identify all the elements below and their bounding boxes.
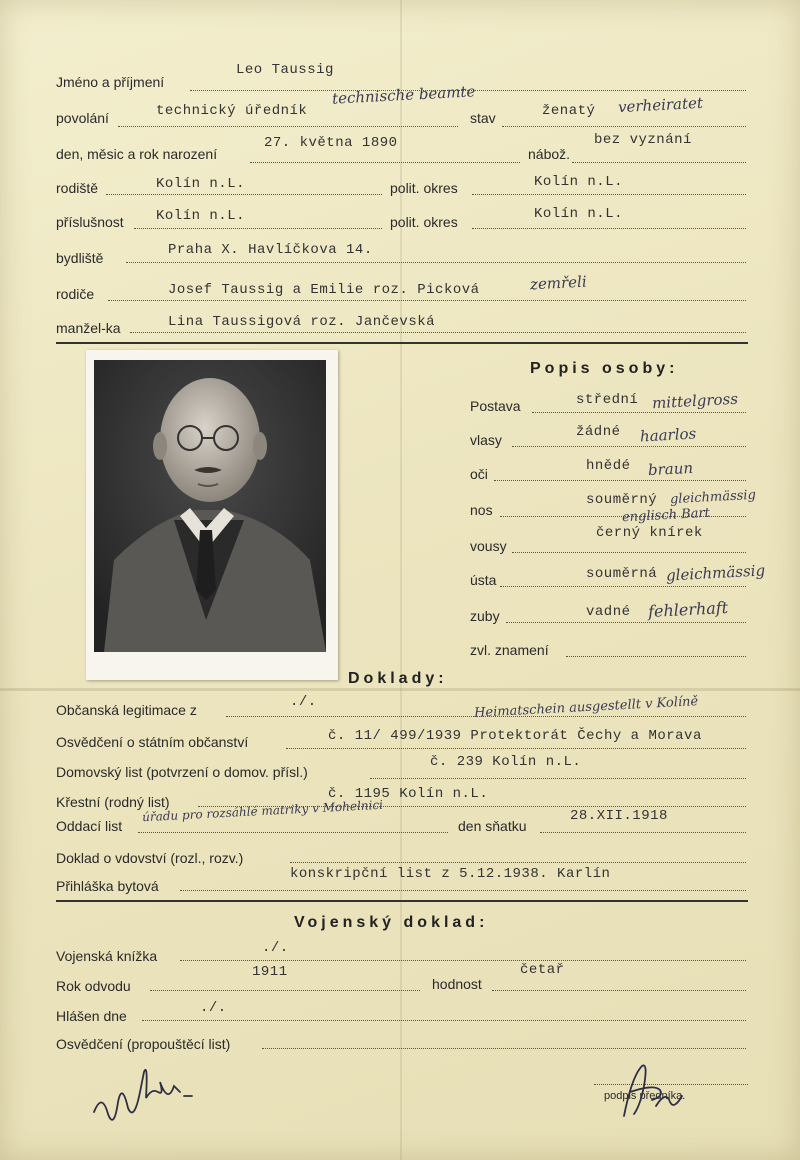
parents-handwritten: zemřeli	[529, 272, 588, 294]
parents-label: rodiče	[56, 286, 95, 302]
mouth-label: ústa	[470, 572, 497, 588]
military-book-line	[180, 960, 746, 961]
name-label: Jméno a příjmení	[56, 74, 165, 90]
birthplace-value: Kolín n.L.	[156, 176, 246, 192]
nose-handwritten: gleichmässig	[669, 487, 757, 508]
citizenship-cert-value: č. 11/ 499/1939 Protektorát Čechy a Morava	[328, 728, 702, 744]
district1-value: Kolín n.L.	[534, 174, 624, 190]
domicile-label: Domovský list (potvrzení o domov. přísl.)	[56, 764, 308, 780]
citizenship-cert-label: Osvědčení o státním občanství	[56, 734, 249, 750]
status-handwritten: verheiratet	[617, 93, 704, 117]
beard-handwritten: englisch Bart	[621, 505, 711, 526]
mouth-line	[500, 586, 746, 587]
hair-handwritten: haarlos	[639, 424, 697, 446]
status-label: stav	[470, 110, 496, 126]
marriage-handwritten: úřadu pro rozsáhlé matriky v Mohelnici	[141, 797, 384, 825]
district2-line	[472, 228, 746, 229]
marks-label: zvl. znamení	[470, 642, 549, 658]
citizenship-line	[134, 228, 382, 229]
height-value: střední	[576, 392, 639, 408]
baptism-label: Křestní (rodný list)	[56, 794, 170, 810]
hair-value: žádné	[576, 424, 621, 440]
widow-line	[290, 862, 746, 863]
height-label: Postava	[470, 398, 521, 414]
occupation-handwritten: technische beamte	[331, 82, 476, 108]
occupation-line	[118, 126, 458, 127]
rank-label: hodnost	[432, 976, 482, 992]
district2-label: polit. okres	[390, 214, 458, 230]
housing-value: konskripční list z 5.12.1938. Karlín	[290, 866, 611, 882]
military-heading: Vojenský doklad:	[294, 914, 489, 931]
religion-line	[572, 162, 746, 163]
reported-value: ./.	[200, 1000, 227, 1016]
nose-value: souměrný	[586, 492, 658, 508]
signature-left	[88, 1052, 208, 1132]
district1-line	[472, 194, 746, 195]
rank-line	[492, 990, 746, 991]
domicile-line	[370, 778, 746, 779]
marriage-date-line	[540, 832, 746, 833]
spouse-value: Lina Taussigová roz. Jančevská	[168, 314, 436, 330]
spouse-label: manžel-ka	[56, 320, 121, 336]
housing-label: Přihláška bytová	[56, 878, 159, 894]
draft-year-value: 1911	[252, 964, 288, 980]
eyes-label: oči	[470, 466, 488, 482]
signature-right	[604, 1056, 694, 1126]
mouth-value: souměrná	[586, 566, 658, 582]
marriage-label: Oddací list	[56, 818, 123, 834]
beard-label: vousy	[470, 538, 507, 554]
civic-handwritten: Heimatschein ausgestellt v Kolíně	[473, 694, 699, 721]
hair-label: vlasy	[470, 432, 502, 448]
occupation-value: technický úředník	[156, 103, 308, 119]
description-heading: Popis osoby:	[530, 360, 679, 377]
baptism-value: č. 1195 Kolín n.L.	[328, 786, 489, 802]
birthplace-line	[106, 194, 382, 195]
civic-value: ./.	[290, 694, 317, 710]
rank-value: četař	[520, 962, 565, 978]
eyes-line	[494, 480, 746, 481]
military-book-value: ./.	[262, 940, 289, 956]
religion-value: bez vyznání	[594, 132, 692, 148]
occupation-label: povolání	[56, 110, 109, 126]
parents-line	[108, 300, 746, 301]
beard-value: černý knírek	[596, 525, 703, 541]
residence-value: Praha X. Havlíčkova 14.	[168, 242, 373, 258]
status-value: ženatý	[542, 103, 596, 119]
birthdate-label: den, měsic a rok narození	[56, 146, 218, 162]
draft-year-label: Rok odvodu	[56, 978, 131, 994]
citizenship-label: příslušnost	[56, 214, 124, 230]
birthdate-value: 27. května 1890	[264, 135, 398, 151]
military-book-label: Vojenská knížka	[56, 948, 158, 964]
teeth-handwritten: fehlerhaft	[647, 597, 729, 622]
signature-label: podpis předníka.	[604, 1090, 686, 1102]
teeth-label: zuby	[470, 608, 500, 624]
height-line	[532, 412, 746, 413]
discharge-label: Osvědčení (propouštěcí list)	[56, 1036, 231, 1052]
housing-line	[180, 890, 746, 891]
marriage-line	[138, 832, 448, 833]
height-handwritten: mittelgross	[651, 389, 739, 413]
parents-value: Josef Taussig a Emilie roz. Picková	[168, 282, 480, 298]
hair-line	[512, 446, 746, 447]
civic-label: Občanská legitimace z	[56, 702, 197, 718]
eyes-value: hnědé	[586, 458, 631, 474]
reported-label: Hlášen dne	[56, 1008, 127, 1024]
district1-label: polit. okres	[390, 180, 458, 196]
marks-line	[566, 656, 746, 657]
discharge-line	[262, 1048, 746, 1049]
section-divider-1	[56, 342, 748, 344]
residence-line	[126, 262, 746, 263]
section-divider-2	[56, 900, 748, 902]
citizenship-value: Kolín n.L.	[156, 208, 246, 224]
religion-label: nábož.	[528, 146, 571, 162]
citizenship-cert-line	[286, 748, 746, 749]
marriage-date-label: den sňatku	[458, 818, 527, 834]
mouth-handwritten: gleichmässig	[665, 561, 766, 585]
draft-year-line	[150, 990, 420, 991]
widow-label: Doklad o vdovství (rozl., rozv.)	[56, 850, 244, 866]
portrait-image	[94, 360, 326, 652]
teeth-line	[506, 622, 746, 623]
fold-line-vertical	[400, 0, 402, 1160]
teeth-value: vadné	[586, 604, 631, 620]
status-line	[502, 126, 746, 127]
reported-line	[142, 1020, 746, 1021]
eyes-handwritten: braun	[647, 458, 694, 480]
beard-line	[512, 552, 746, 553]
domicile-value: č. 239 Kolín n.L.	[430, 754, 582, 770]
documents-heading: Doklady:	[348, 670, 448, 687]
portrait-photo	[86, 350, 338, 680]
birthplace-label: rodiště	[56, 180, 99, 196]
district2-value: Kolín n.L.	[534, 206, 624, 222]
nose-label: nos	[470, 502, 493, 518]
birthdate-line	[250, 162, 520, 163]
residence-label: bydliště	[56, 250, 104, 266]
spouse-line	[130, 332, 746, 333]
marriage-date-value: 28.XII.1918	[570, 808, 668, 824]
name-value: Leo Taussig	[236, 62, 334, 78]
